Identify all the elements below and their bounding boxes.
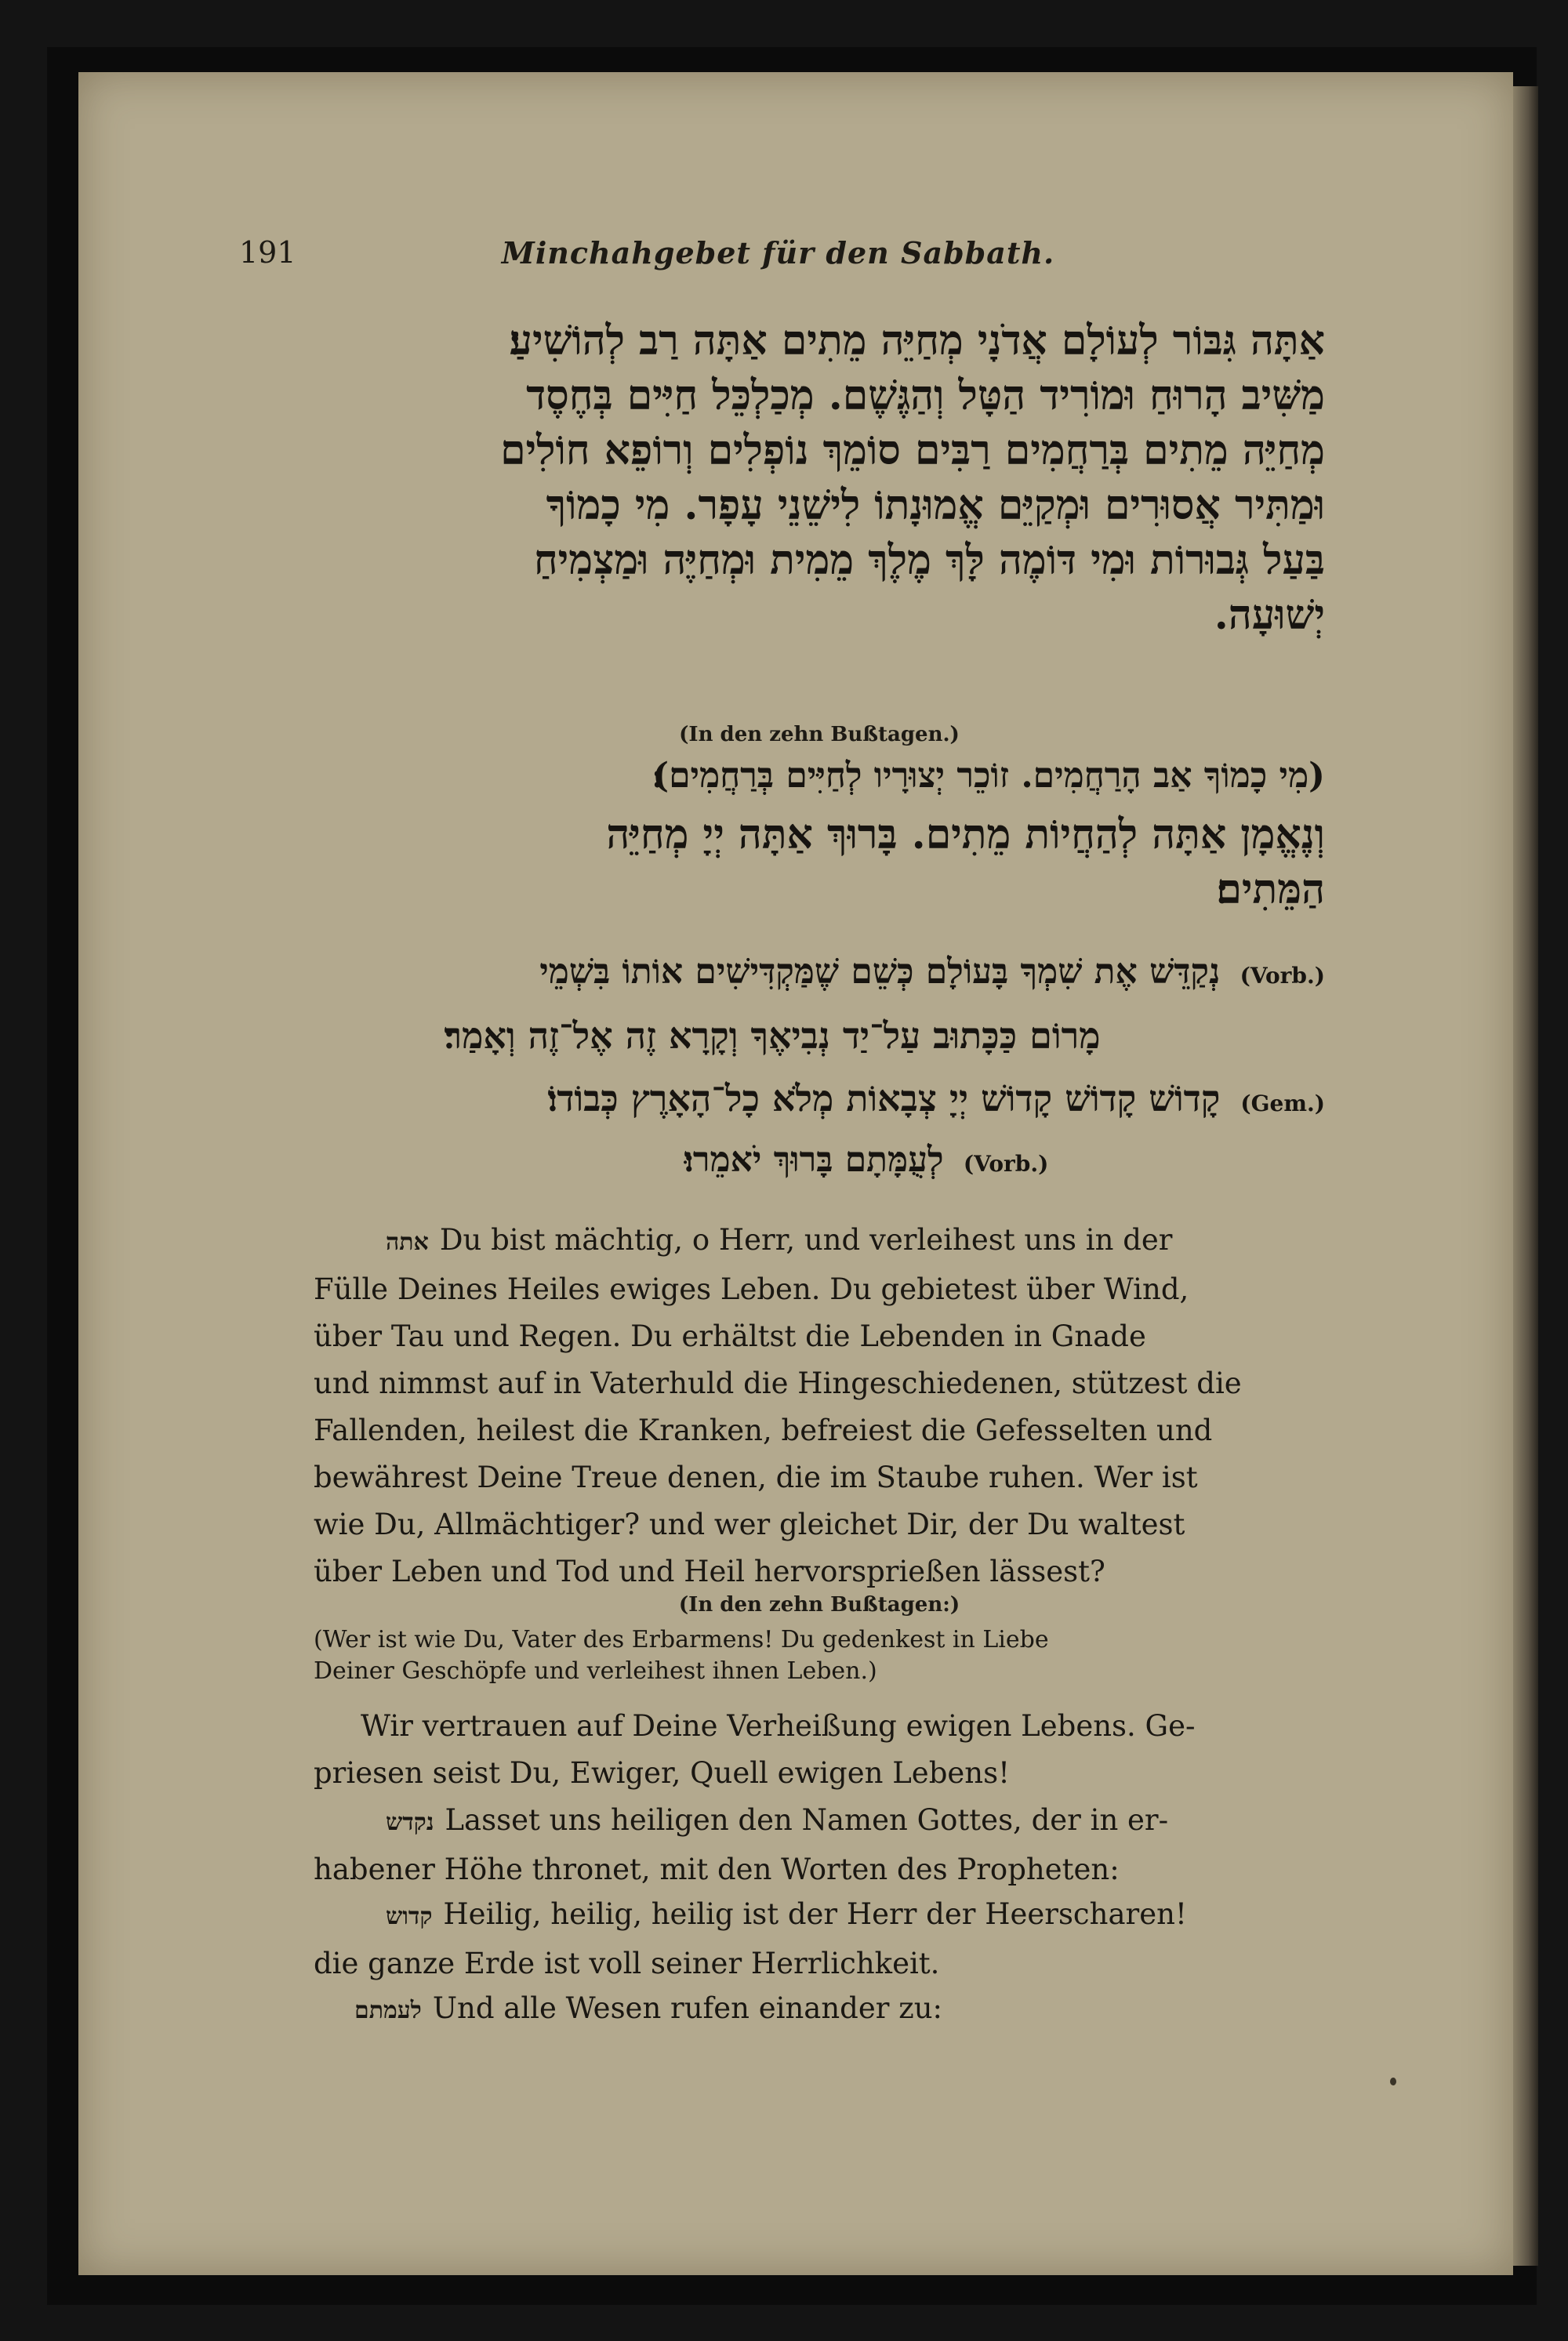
page-edge	[1513, 86, 1538, 2266]
kedusha-text: נְקַדֵּשׁ אֶת שִׁמְךָ בָּעוֹלָם כְּשֵׁם שֶׁמַּקְדִּישִׁים אוֹתוֹ בִּשְׁמֵי	[539, 952, 1221, 992]
kedusha-text: קָדוֹשׁ קָדוֹשׁ קָדוֹשׁ יְיָ צְבָאוֹת מְלֹא כָל־הָאָרֶץ כְּבוֹדוֹ׃	[547, 1077, 1221, 1120]
german-line: bewährest Deine Treue denen, die im Staube ruhen. Wer ist	[314, 1461, 1198, 1494]
bussetage-note-2: (In den zehn Bußtagen:)	[678, 1593, 960, 1617]
running-title: Minchahgebet für den Sabbath.	[501, 235, 1055, 270]
kedusha-line-1	[314, 949, 1325, 1000]
gem-label: (Gem.)	[1240, 1091, 1325, 1116]
hebrew-marker: לעמתם	[354, 1997, 422, 2024]
kedusha-line-2: מָרוֹם כַּכָּתוּב עַל־יַד נְבִיאֶךָ וְקָרָא זֶה אֶל־זֶה וְאָמַר׃	[444, 1014, 1101, 1057]
hebrew-line: וְנֶאֱמָן אַתָּה לְהַחֲיוֹת מֵתִים. בָּרוּךְ אַתָּה יְיָ מְחַיֵּה	[606, 811, 1325, 858]
hebrew-line: וּמַתִּיר אֲסוּרִים וּמְקַיֵּם אֱמוּנָתוֹ לִישֵׁנֵי עָפָר. מִי כָמוֹךָ	[546, 481, 1325, 529]
kedusha-line-4	[314, 1137, 1325, 1188]
german-line: die ganze Erde ist voll seiner Herrlichkeit.	[314, 1947, 940, 1980]
german-line: Wir vertrauen auf Deine Verheißung ewigen Lebens. Ge-	[361, 1709, 1196, 1743]
bussetage-note: (In den zehn Bußtagen.)	[679, 723, 960, 746]
german-para-5	[314, 1985, 1325, 2034]
german-line: über Leben und Tod und Heil hervorsprießen lässest?	[314, 1555, 1105, 1588]
german-para-1	[314, 1217, 1325, 1595]
german-bussetage	[314, 1624, 1325, 1687]
hebrew-line: מְחַיֵּה מֵתִים בְּרַחֲמִים רַבִּים סוֹמֵךְ נוֹפְלִים וְרוֹפֵא חוֹלִים	[500, 426, 1325, 474]
german-line: priesen seist Du, Ewiger, Quell ewigen Lebens!	[314, 1756, 1010, 1790]
german-line: (Wer ist wie Du, Vater des Erbarmens! Du gedenkest in Liebe	[314, 1626, 1049, 1653]
hebrew-marker: נקדש	[386, 1809, 434, 1836]
german-line: אתה Du bist mächtig, o Herr, und verleihest uns in der	[386, 1223, 1173, 1257]
german-line: über Tau und Regen. Du erhältst die Lebenden in Gnade	[314, 1319, 1146, 1353]
kedusha-line-3	[314, 1074, 1325, 1128]
page-header	[239, 235, 1317, 276]
hebrew-line: הַמֵּתִים׃	[1216, 866, 1325, 913]
hebrew-line: אַתָּה גִּבּוֹר לְעוֹלָם אֲדֹנָי מְחַיֵּה מֵתִים אַתָּה רַב לְהוֹשִׁיעַ׃	[509, 317, 1325, 365]
page-number: 191	[239, 235, 296, 270]
vorb-label: (Vorb.)	[963, 1151, 1049, 1177]
hebrew-marker: אתה	[386, 1229, 429, 1256]
german-line: und nimmst auf in Vaterhuld die Hingeschiedenen, stützest die	[314, 1366, 1242, 1400]
hebrew-line: מַשִּׁיב הָרוּחַ וּמוֹרִיד הַטָּל וְהַגֶּשֶׁם. מְכַלְכֵּל חַיִּים בְּחֶסֶד	[526, 372, 1325, 419]
german-line: Deiner Geschöpfe und verleihest ihnen Leben.)	[314, 1657, 877, 1685]
hebrew-main-block	[314, 314, 1325, 643]
german-para-3	[314, 1797, 1325, 1893]
hebrew-bussetage-line: (מִי כָמוֹךָ אַב הָרַחֲמִים. זוֹכֵר יְצוּרָיו לְחַיִּים בְּרַחֲמִים)׃	[652, 756, 1325, 796]
kedusha-text: לְעֻמָּתָם בָּרוּךְ יֹאמֵרוּ׃	[684, 1140, 944, 1180]
german-para-4	[314, 1891, 1325, 1987]
german-line: wie Du, Allmächtiger? und wer gleichet Dir, der Du waltest	[314, 1508, 1185, 1541]
hebrew-line: יְשׁוּעָה.	[1214, 591, 1325, 639]
german-line: Fülle Deines Heiles ewiges Leben. Du gebietest über Wind,	[314, 1272, 1189, 1306]
german-line: קדוש Heilig, heilig, heilig ist der Herr der Heerscharen!	[386, 1897, 1187, 1931]
german-line: habener Höhe thronet, mit den Worten des Propheten:	[314, 1853, 1120, 1886]
hebrew-line: בַּעַל גְּבוּרוֹת וּמִי דּוֹמֶה לָּךְ מֶלֶךְ מֵמִית וּמְחַיֶּה וּמַצְמִיחַ	[533, 536, 1325, 584]
hebrew-vneeman-block	[314, 808, 1325, 917]
paper-speck	[1390, 2078, 1396, 2085]
german-line: Fallenden, heilest die Kranken, befreiest die Gefesselten und	[314, 1414, 1213, 1447]
vorb-label: (Vorb.)	[1240, 963, 1325, 989]
hebrew-marker: קדוש	[386, 1903, 433, 1930]
german-para-2	[314, 1703, 1325, 1797]
german-line: נקדש Lasset uns heiligen den Namen Gottes, der in er-	[386, 1803, 1169, 1837]
german-line: לעמתם Und alle Wesen rufen einander zu:	[354, 1991, 943, 2025]
